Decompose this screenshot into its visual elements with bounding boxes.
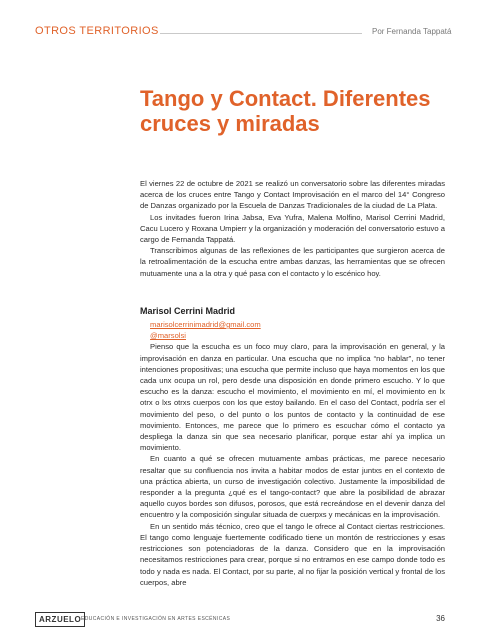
intro-paragraph: El viernes 22 de octubre de 2021 se realizó un conversatorio sobre las diferentes miradas acerca de los cruces entre Tango y Contact Improvisación en el marco del 14° Congreso de Danzas organizado por la Escuela de Danzas Tradicionales de la ciudad de La Plata. — [140, 179, 445, 211]
page-footer — [35, 612, 445, 628]
speaker-name: Marisol Cerrini Madrid — [140, 305, 236, 316]
speaker-email-link[interactable]: marisolcerrinimadrid@gmail.com — [150, 320, 261, 330]
intro-paragraph: Los invitades fueron Irina Jabsa, Eva Yufra, Malena Molfino, Marisol Cerrini Madrid, Cacu Lucero y Roxana Umpierr y la organización y moderación del conversatorio estuvo a cargo de Fernanda Tappatá. — [140, 212, 445, 245]
intro-paragraph: Transcribimos algunas de las reflexiones de les participantes que surgieron acerca de la retroalimentación de la escucha entre ambas danzas, las herramientas que se ofrecen mutuamente una a la otra y qué pasa con el contacto y lo escénico hoy. — [140, 246, 445, 278]
body-paragraph: En cuanto a qué se ofrecen mutuamente ambas prácticas, me parece necesario resaltar que su confluencia nos invita a habitar modos de estar juntxs en el contexto de una práctica abierta, un curso de investigación colectivo. Justamente la imposibilidad de responder a la pregunta ¿qué es el tango-contact? que abre la posibilidad de abrazar aquello cuyos bordes son difusos, porosos, que está recreándose en el devenir danza del encuentro y la composición singular situada de cuerpxs y mecánicas en la improvisación. — [140, 454, 445, 520]
journal-subtitle: EDUCACIÓN E INVESTIGACIÓN EN ARTES ESCÉNICAS — [81, 616, 231, 622]
journal-logo: ARZUELO — [35, 612, 85, 627]
author-byline: Por Fernanda Tappatá — [372, 27, 452, 36]
body-paragraph: En un sentido más técnico, creo que el tango le ofrece al Contact ciertas restricciones. El tango como lenguaje fuertemente codificado tiene un montón de restricciones y esas restricciones son potenciadoras de la danza. Considero que en la improvisación necesitamos restricciones para crear, porque si no entramos en ese campo donde todo es todo y nada es nada. El Contact, por su parte, al no fijar la posición vertical y frontal de los cuerpos, abre — [140, 521, 445, 587]
header-divider — [160, 33, 362, 34]
page-number: 36 — [436, 614, 445, 623]
body-paragraph: Pienso que la escucha es un foco muy claro, para la improvisación en general, y la improvisación en danza en particular. Una escucha que no implica “no hablar”, no tener intenciones propositivas; una escucha que permite incluso que haya momentos en los que cada unx ocupa un rol, pero desde una disposición en donde primero escucho. Y lo que escucho es la danza: escucho el movimiento, el movimiento en mí, el movimiento en lx otrx o lxs otrxs cuerpos con los que estoy bailando. En el caso del Contact, podría ser el movimiento del peso, o del punto o los puntos de contacto y la continuidad de ese movimiento. Entonces, me parece que lo primero es escuchar cómo el contacto ya despliega la danza sin que sea necesario planificar, porque estar ahí ya implica un movimiento. — [140, 342, 445, 453]
article-title: Tango y Contact. Diferentes cruces y miradas — [140, 86, 431, 136]
article-body — [140, 178, 445, 588]
section-label: OTROS TERRITORIOS — [35, 25, 159, 37]
page-header — [0, 0, 480, 48]
speaker-social-link[interactable]: @marsolsi — [150, 331, 186, 341]
